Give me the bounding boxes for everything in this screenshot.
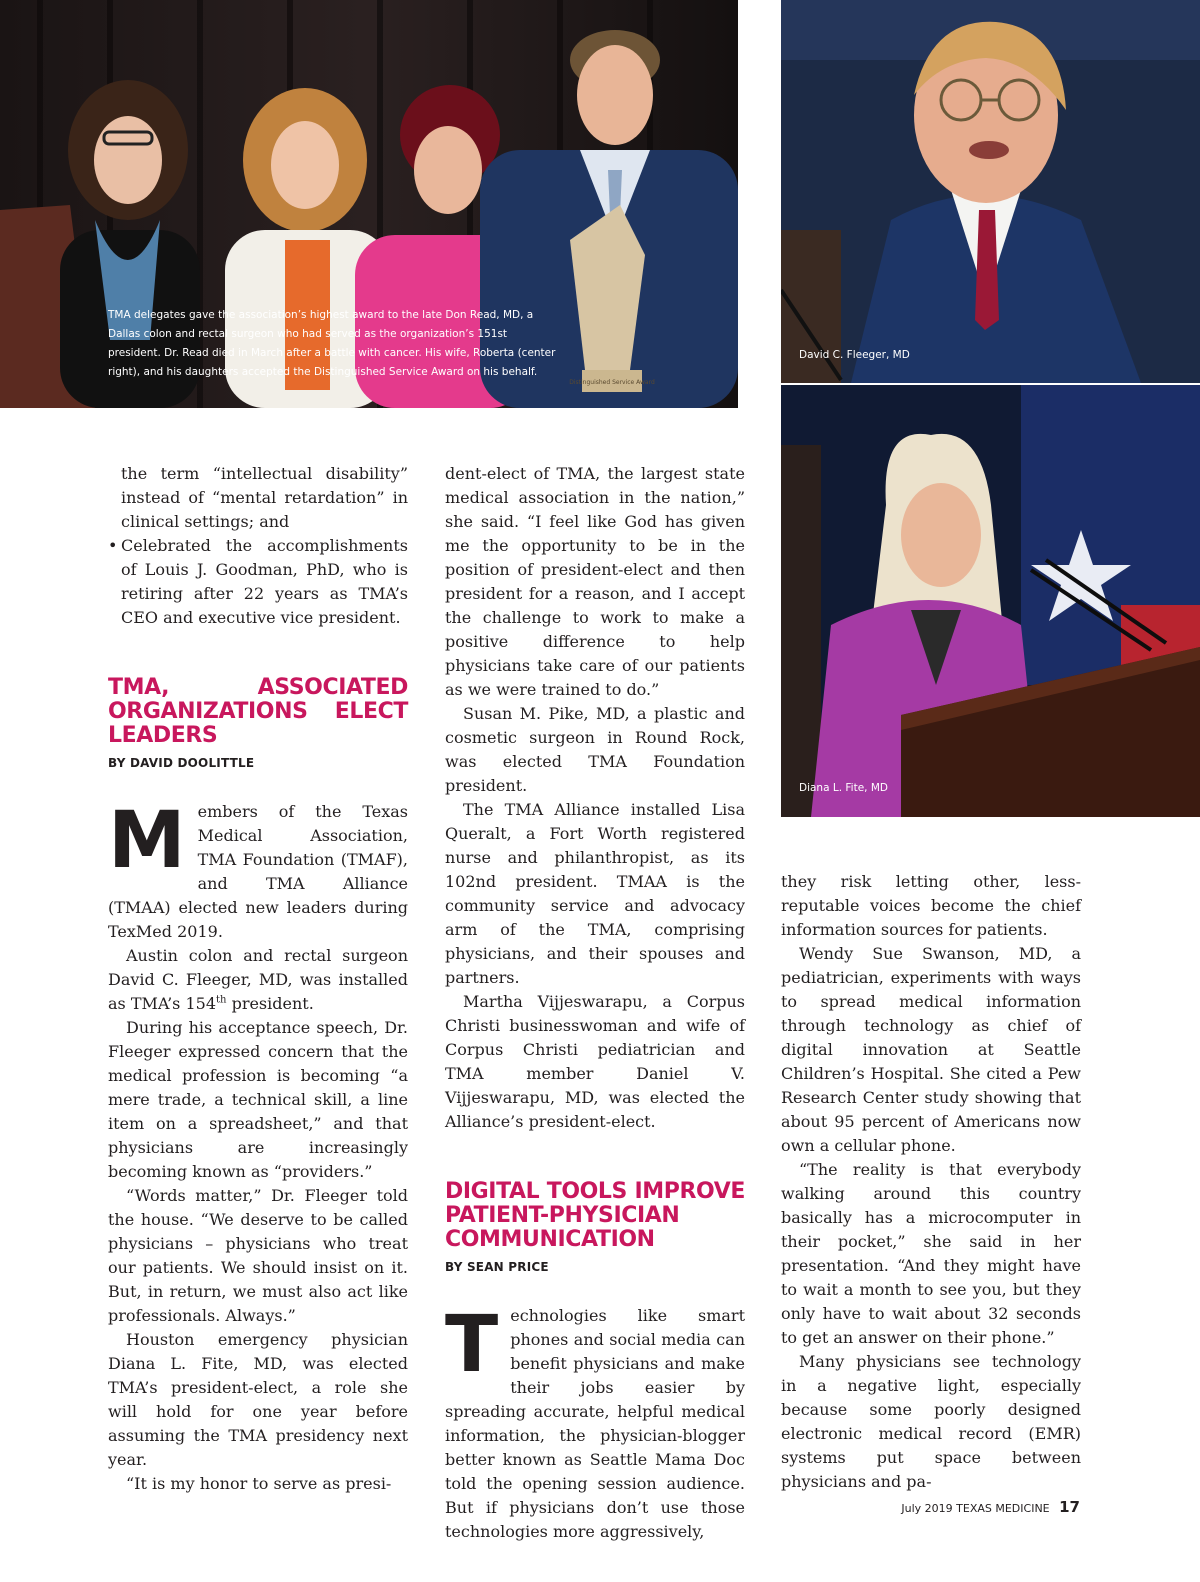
byline-price: BY SEAN PRICE bbox=[445, 1260, 549, 1274]
paragraph: Houston emergency physician Diana L. Fite, MD, was elected TMA’s president-elect, a role she will hold for one year before assuming the TMA presidency next year. bbox=[108, 1330, 408, 1469]
paragraph: “Words matter,” Dr. Fleeger told the house. “We deserve to be called physicians – physicians who treat our patients. We should insist on it. But, in return, we must also act like professionals. Always.” bbox=[108, 1186, 408, 1325]
paragraph: During his acceptance speech, Dr. Fleeger expressed concern that the medical profession is becoming “a mere trade, a technical skill, a line item on a spreadsheet,” and that physicians are increasingly becoming known as “providers.” bbox=[108, 1018, 408, 1181]
lead-paragraph: echnologies like smart phones and social media can benefit physicians and make their jobs easier by spreading accurate, helpful medical information, the physician-blogger better known as Seattle Mama Doc told the opening session audience. But if physicians don’t use those technologies more aggressively, bbox=[445, 1306, 745, 1541]
fleeger-photo-caption: David C. Fleeger, MD bbox=[799, 349, 910, 361]
award-plaque-text: Distinguished Service Award bbox=[569, 379, 655, 386]
issue-date: July 2019 bbox=[901, 1502, 953, 1515]
paragraph: Susan M. Pike, MD, a plastic and cosmetic surgeon in Round Rock, was elected TMA Foundation president. bbox=[445, 704, 745, 795]
accomplishments-list bbox=[108, 462, 408, 630]
fite-photo-caption: Diana L. Fite, MD bbox=[799, 782, 888, 794]
award-photo bbox=[0, 0, 738, 408]
paragraph: The TMA Alliance installed Lisa Queralt, a Fort Worth registered nurse and philanthropist, as its 102nd president. TMAA is the community service and advocacy arm of the TMA, comprising physicians, and their spouses and partners. bbox=[445, 800, 745, 987]
column-1 bbox=[108, 462, 408, 1496]
article-heading-digital-tools: DIGITAL TOOLS IMPROVE PATIENT-PHYSICIAN COMMUNICATION bbox=[445, 1179, 745, 1252]
list-item: the term “intellectual disability” instead of “mental retardation” in clinical settings; and bbox=[121, 464, 408, 531]
drop-cap-t: T bbox=[445, 1300, 499, 1390]
article-heading-elections: TMA, ASSOCIATED ORGANIZATIONS ELECT LEADERS bbox=[108, 675, 408, 748]
paragraph: Martha Vijjeswarapu, a Corpus Christi businesswoman and wife of Corpus Christi pediatrician and TMA member Daniel V. Vijjeswarapu, MD, was elected the Alliance’s president-elect. bbox=[445, 992, 745, 1131]
lead-paragraph: embers of the Texas Medical Association, TMA Foundation (TMAF), and TMA Alliance (TMAA) elected new leaders during TexMed 2019. bbox=[108, 802, 408, 941]
fite-photo-illustration bbox=[781, 385, 1200, 817]
magazine-name: TEXAS MEDICINE bbox=[956, 1502, 1050, 1515]
paragraph: Austin colon and rectal surgeon David C. Fleeger, MD, was installed as TMA’s 154th president. bbox=[108, 946, 408, 1013]
fite-photo bbox=[781, 385, 1200, 817]
paragraph: they risk letting other, less-reputable voices become the chief information sources for patients. bbox=[781, 872, 1081, 939]
column-3 bbox=[781, 870, 1081, 1494]
byline-doolittle: BY DAVID DOOLITTLE bbox=[108, 756, 255, 770]
column-2 bbox=[445, 462, 745, 1544]
paragraph: dent-elect of TMA, the largest state medical association in the nation,” she said. “I feel like God has given me the opportunity to be in the position of president-elect and then president for a reason, and I accept the challenge to work to make a positive difference to help physicians take care of our patients as we were trained to do.” bbox=[445, 464, 745, 699]
paragraph: “The reality is that everybody walking around this country basically has a microcomputer in their pocket,” she said in her presentation. “And they might have to wait a month to see you, but they only have to wait about 32 seconds to get an answer on their phone.” bbox=[781, 1160, 1081, 1347]
paragraph: “It is my honor to serve as presi- bbox=[126, 1474, 392, 1493]
award-photo-caption: TMA delegates gave the association’s highest award to the late Don Read, MD, a Dallas colon and rectal surgeon who had served as the organization’s 151st president. Dr. Read died in March after a battle with cancer. His wife, Roberta (center right), and his daughters accepted the Distinguished Service Award on his behalf. bbox=[108, 309, 556, 378]
list-item: • Celebrated the accomplishments of Louis J. Goodman, PhD, who is retiring after 22 years as TMA’s CEO and executive vice president. bbox=[121, 534, 408, 630]
paragraph: Many physicians see technology in a negative light, especially because some poorly designed electronic medical record (EMR) systems put space between physicians and pa- bbox=[781, 1352, 1081, 1491]
fleeger-photo bbox=[781, 0, 1200, 383]
drop-cap-m: M bbox=[108, 796, 186, 886]
fleeger-photo-illustration bbox=[781, 0, 1200, 383]
paragraph: Wendy Sue Swanson, MD, a pediatrician, experiments with ways to spread medical information through technology as chief of digital innovation at Seattle Children’s Hospital. She cited a Pew Research Center study showing that about 95 percent of Americans now own a cellular phone. bbox=[781, 944, 1081, 1155]
page-number: 17 bbox=[1059, 1498, 1080, 1516]
page-footer bbox=[840, 1497, 1080, 1519]
